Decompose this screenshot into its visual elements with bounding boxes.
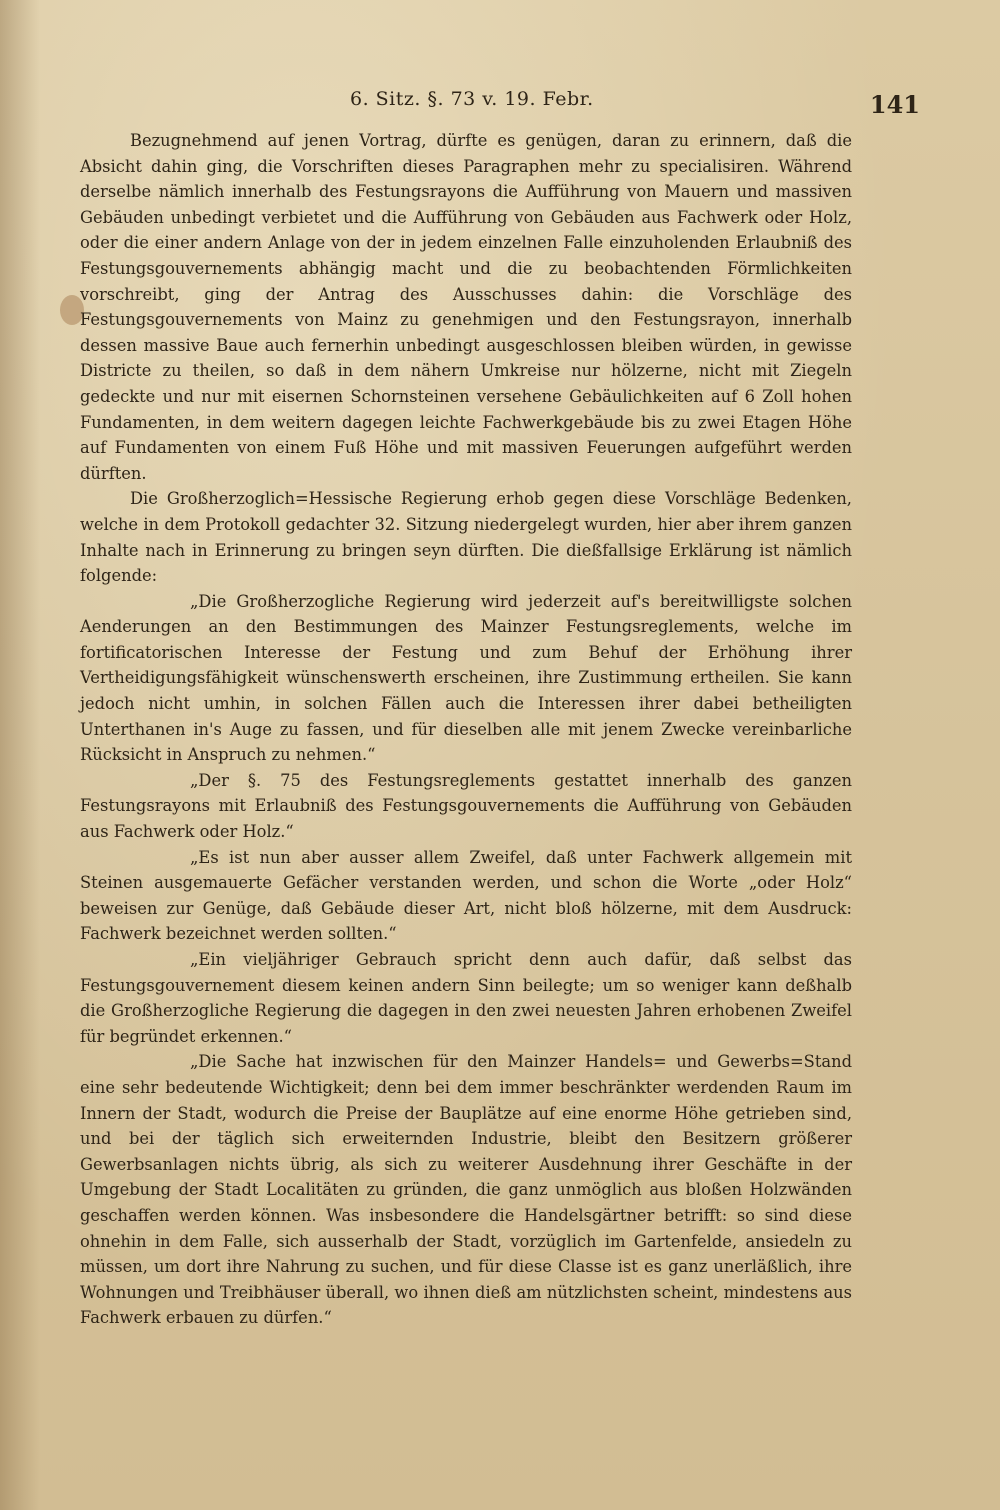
quote-paragraph-1: „Die Großherzogliche Regierung wird jederzeit auf's bereitwilligste solchen Aenderungen an den Bestimmungen des Mainzer Festungsreglements, welche im fortificatorischen Interesse der Festung und zum Behuf der Erhöhung ihrer Vertheidigungsfähigkeit wünschenswerth erscheinen, ihre Zustimmung ertheilen. Sie kann jedoch nicht umhin, in solchen Fällen auch die Interessen ihrer dabei betheiligten Unterthanen in's Auge zu fassen, und für dieselben alle mit jenem Zwecke vereinbarliche Rücksicht in Anspruch zu nehmen.“	[80, 591, 852, 765]
running-head: 6. Sitz. §. 73 v. 19. Febr.	[350, 88, 594, 110]
paragraph-1: Bezugnehmend auf jenen Vortrag, dürfte es genügen, daran zu erinnern, daß die Absicht dahin ging, die Vorschriften dieses Paragraphen mehr zu specialisiren. Während derselbe nämlich innerhalb des Festungsrayons die Aufführung von Mauern und massiven Gebäuden unbedingt verbietet und die Aufführung von Gebäuden aus Fachwerk oder Holz, oder die einer andern Anlage von der in jedem einzelnen Falle einzuholenden Erlaubniß des Festungsgouvernements abhängig macht und die zu beobachtenden Förmlichkeiten vorschreibt, ging der Antrag des Ausschusses dahin: die Vorschläge des Festungsgouvernements von Mainz zu genehmigen und den Festungsrayon, innerhalb dessen massive Baue auch fernerhin unbedingt ausgeschlossen bleiben würden, in gewisse Districte zu theilen, so daß in dem nähern Umkreise nur hölzerne, nicht mit Ziegeln gedeckte und nur mit eisernen Schornsteinen versehene Gebäulichkeiten auf 6 Zoll hohen Fundamenten, in dem weitern dagegen leichte Fachwerkgebäude bis zu zwei Etagen Höhe auf Fundamenten von einem Fuß Höhe und mit massiven Feuerungen aufgeführt werden dürften.	[80, 131, 852, 483]
quote-paragraph-3: „Es ist nun aber ausser allem Zweifel, daß unter Fachwerk allgemein mit Steinen ausgemauerte Gefächer verstanden werden, und schon die Worte „oder Holz“ beweisen zur Genüge, daß Gebäude dieser Art, nicht bloß hölzerne, mit dem Ausdruck: Fachwerk bezeichnet werden sollten.“	[80, 847, 852, 944]
page-header	[80, 88, 920, 119]
body-text	[80, 128, 852, 1331]
paragraph-2: Die Großherzoglich=Hessische Regierung erhob gegen diese Vorschläge Bedenken, welche in dem Protokoll gedachter 32. Sitzung niedergelegt wurden, hier aber ihrem ganzen Inhalte nach in Erinnerung zu bringen seyn dürften. Die dießfallsige Erklärung ist nämlich folgende:	[80, 489, 852, 586]
quote-paragraph-4: „Ein vieljähriger Gebrauch spricht denn auch dafür, daß selbst das Festungsgouvernement diesem keinen andern Sinn beilegte; um so weniger kann deßhalb die Großherzogliche Regierung die dagegen in den zwei neuesten Jahren erhobenen Zweifel für begründet erkennen.“	[80, 950, 852, 1046]
quote-paragraph-2: „Der §. 75 des Festungsreglements gestattet innerhalb des ganzen Festungsrayons mit Erlaubniß des Festungsgouvernements die Aufführung von Gebäuden aus Fachwerk oder Holz.“	[80, 770, 852, 842]
page-number: 141	[869, 90, 920, 119]
quote-paragraph-5: „Die Sache hat inzwischen für den Mainzer Handels= und Gewerbs=Stand eine sehr bedeutende Wichtigkeit; denn bei dem immer beschränkter werdenden Raum im Innern der Stadt, wodurch die Preise der Bauplätze auf eine enorme Höhe getrieben sind, und bei der täglich sich erweiternden Industrie, bleibt den Besitzern größerer Gewerbsanlagen nichts übrig, als sich zu weiterer Ausdehnung ihrer Geschäfte in der Umgebung der Stadt Localitäten zu gründen, die ganz unmöglich aus bloßen Holzwänden geschaffen werden können. Was insbesondere die Handelsgärtner betrifft: so sind diese ohnehin in dem Falle, sich ausserhalb der Stadt, vorzüglich im Gartenfelde, ansiedeln zu müssen, um dort ihre Nahrung zu suchen, und für diese Classe ist es ganz unerläßlich, ihre Wohnungen und Treibhäuser überall, wo ihnen dieß am nützlichsten scheint, mindestens aus Fachwerk erbauen zu dürfen.“	[80, 1052, 852, 1328]
